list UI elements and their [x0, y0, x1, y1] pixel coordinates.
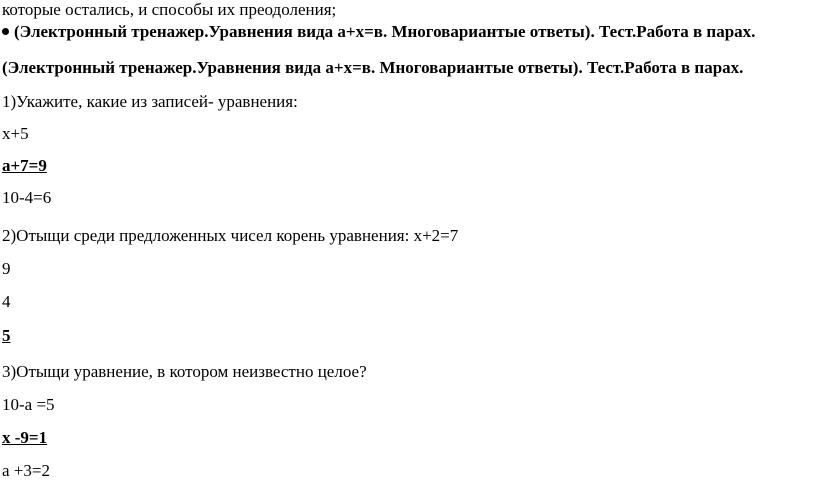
q1-option-c: 10-4=6 — [2, 188, 52, 207]
q3-option-a: 10-а =5 — [2, 395, 55, 414]
q2-option-a: 9 — [2, 259, 11, 278]
question-2: 2)Отыщи среди предложенных чисел корень уравнения: х+2=7 — [2, 226, 459, 245]
q3-option-b-correct: х -9=1 — [2, 428, 48, 447]
q2-option-c-correct: 5 — [2, 326, 11, 345]
intro-text: которые остались, и способы их преодоления; — [2, 0, 337, 19]
q3-option-c: а +3=2 — [2, 461, 50, 480]
bullet-heading-text: (Электронный тренажер.Уравнения вида а+х=в. Многовариантые ответы). Тест.Работа в парах. — [14, 22, 756, 41]
q1-option-b-correct: а+7=9 — [2, 156, 47, 175]
question-1: 1)Укажите, какие из записей- уравнения: — [2, 92, 298, 111]
q2-option-b: 4 — [2, 292, 11, 311]
section-heading: (Электронный тренажер.Уравнения вида а+х=в. Многовариантые ответы). Тест.Работа в парах. — [2, 58, 744, 77]
bullet-heading — [2, 22, 755, 42]
bullet-icon — [2, 28, 9, 35]
q1-option-a: х+5 — [2, 124, 29, 143]
question-3: 3)Отыщи уравнение, в котором неизвестно целое? — [2, 362, 367, 381]
